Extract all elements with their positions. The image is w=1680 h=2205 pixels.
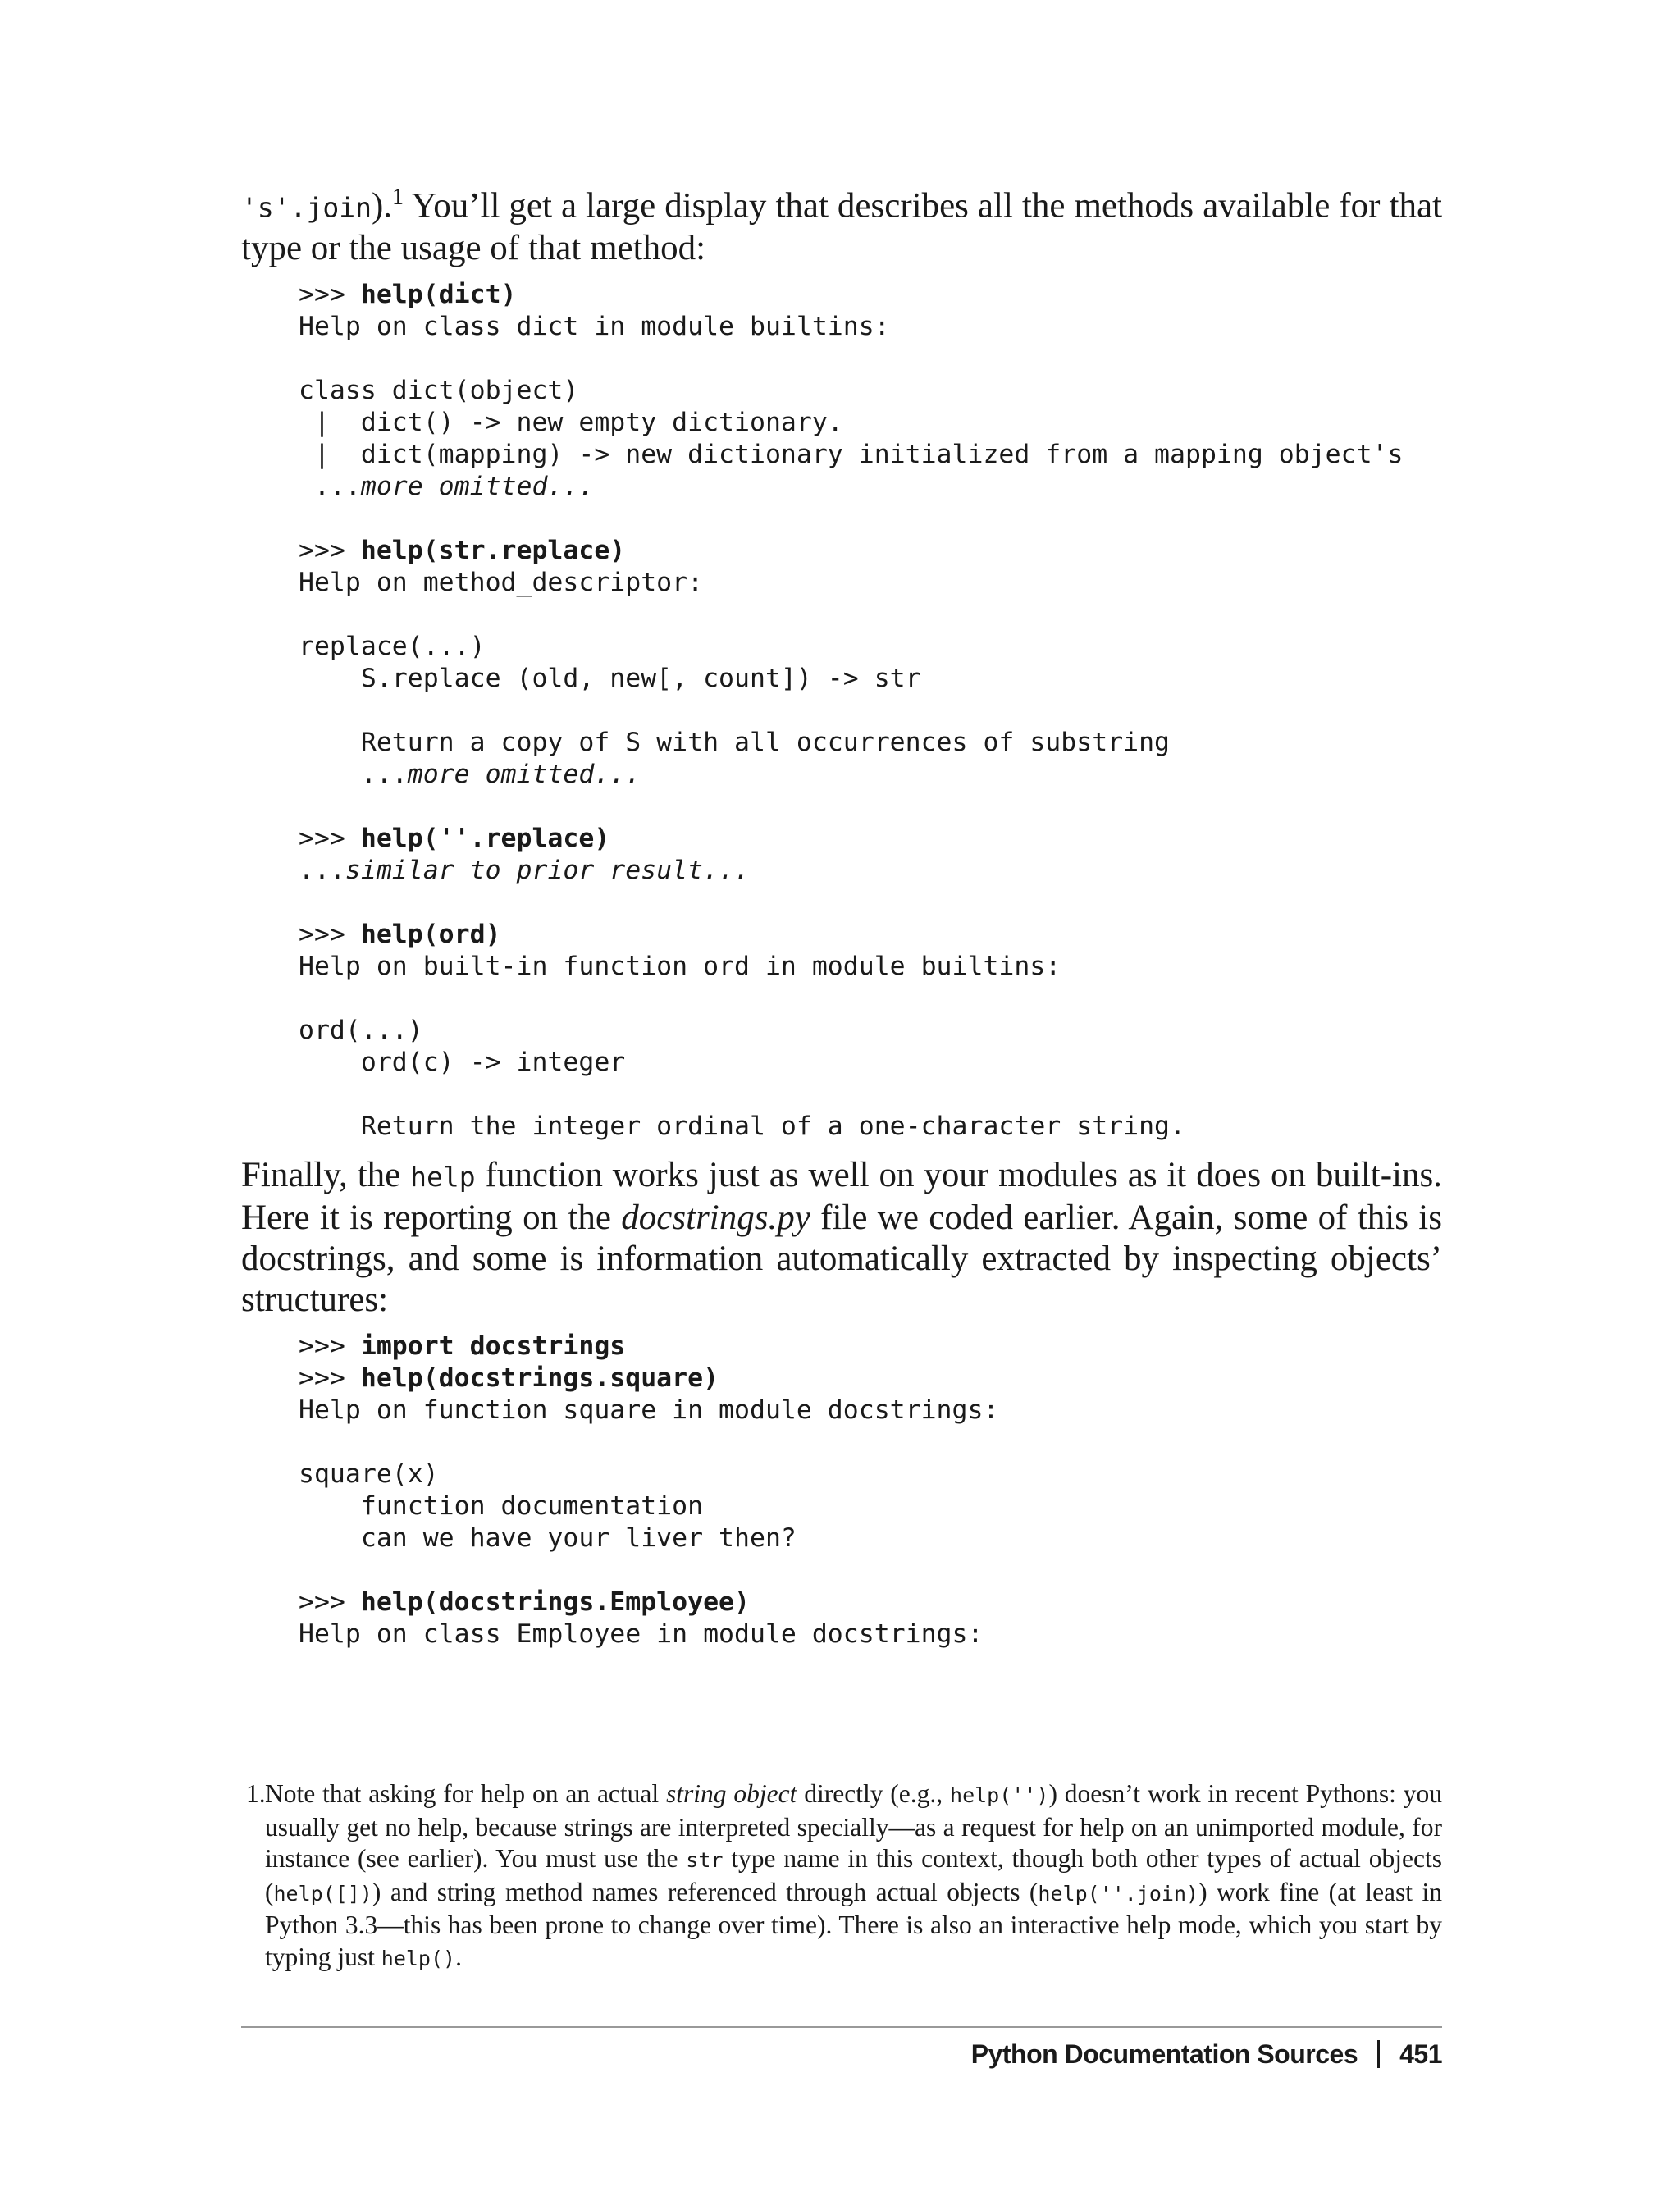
footer-rule	[241, 2026, 1442, 2028]
code-line	[299, 1079, 1404, 1111]
footnote-ref: 1	[392, 185, 404, 210]
code-line	[299, 791, 1404, 823]
code-line: | dict() -> new empty dictionary.	[299, 408, 843, 437]
inline-code: 's'.join	[241, 191, 372, 224]
code-line	[299, 599, 1404, 631]
running-footer	[971, 2039, 1442, 2070]
code-line: >>> help(docstrings.square)	[299, 1363, 719, 1393]
code-line	[299, 887, 1404, 919]
code-line: ord(c) -> integer	[299, 1048, 626, 1077]
code-line: ord(...)	[299, 1016, 423, 1045]
footnote	[246, 1778, 1442, 1974]
file-name: docstrings.py	[621, 1198, 810, 1237]
code-line: Help on method_descriptor:	[299, 568, 704, 597]
body-paragraph: Finally, the help function works just as well on your modules as it does on built-ins. Here it is reporting on the docstrings.py file we coded earlier. Again, some of this is docstrings, and some is information automatically extracted by inspecting objects’ structures:	[241, 1156, 1442, 1319]
code-line	[299, 695, 1404, 727]
code-line: square(x)	[299, 1459, 439, 1489]
page-number: 451	[1399, 2039, 1442, 2069]
code-line: Return a copy of S with all occurrences of substring	[299, 728, 1171, 757]
code-line: ...similar to prior result...	[299, 856, 750, 885]
code-line	[299, 1427, 998, 1459]
code-line: >>> help(docstrings.Employee)	[299, 1587, 750, 1617]
code-line	[299, 983, 1404, 1015]
code-line: ...more omitted...	[299, 760, 641, 789]
code-line: >>> help(dict)	[299, 280, 517, 309]
intro-paragraph: 's'.join).$^1$ You’ll get a large display that describes all the methods available for that type or the usage of that method:	[241, 185, 1442, 268]
footnote-text: Note that asking for help on an actual string object directly (e.g., help('')) doesn’t work in recent Pythons: you usually get no help, because strings are interpreted specially—as a request for help on an unimported module, for instance (see earlier). You must use the str type name in this context, though both other types of actual objects (help([])) and string method names referenced through actual objects (help(''.join)) work fine (at least in Python 3.3—this has been prone to change over time). There is also an interactive help mode, which you start by typing just help().	[265, 1779, 1442, 1971]
code-line: function documentation	[299, 1491, 704, 1521]
code-line: >>> help(ord)	[299, 920, 501, 949]
code-line: Help on function square in module docstrings:	[299, 1395, 999, 1425]
code-line: ...more omitted...	[299, 472, 595, 501]
code-line	[299, 1554, 998, 1586]
code-line: >>> help(str.replace)	[299, 536, 626, 565]
code-line: | dict(mapping) -> new dictionary initialized from a mapping object's	[299, 440, 1404, 469]
code-line	[299, 503, 1404, 535]
code-line: >>> help(''.replace)	[299, 824, 610, 853]
code-line: Help on class Employee in module docstrings:	[299, 1619, 984, 1649]
code-line: can we have your liver then?	[299, 1523, 797, 1553]
footer-separator	[1377, 2040, 1380, 2068]
code-line: >>> import docstrings	[299, 1331, 626, 1361]
code-line: replace(...)	[299, 632, 486, 661]
code-line: Help on built-in function ord in module builtins:	[299, 952, 1061, 981]
code-line: class dict(object)	[299, 376, 579, 405]
code-line: Return the integer ordinal of a one-character string.	[299, 1112, 1185, 1141]
section-title: Python Documentation Sources	[970, 2039, 1358, 2069]
code-line: S.replace (old, new[, count]) -> str	[299, 664, 921, 693]
footnote-number: 1.	[246, 1779, 266, 1808]
inline-code: help	[410, 1161, 476, 1193]
code-block-help-examples	[299, 279, 1404, 1143]
code-line: Help on class dict in module builtins:	[299, 312, 890, 341]
code-line	[299, 343, 1404, 375]
code-block-docstrings-help	[299, 1331, 998, 1650]
